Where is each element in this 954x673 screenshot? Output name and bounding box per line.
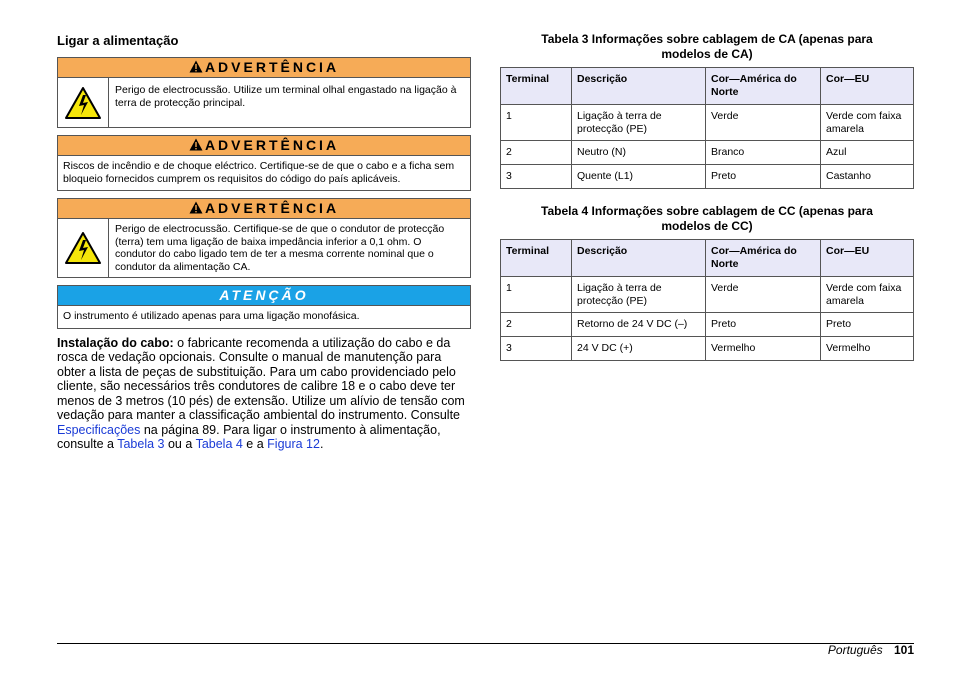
table-cell: Preto [821,313,914,337]
table-row [501,313,914,337]
warning-triangle-icon [189,201,203,214]
electrical-hazard-icon [58,219,109,277]
table-cell: Vermelho [706,337,821,361]
table-cell: Ligação à terra de protecção (PE) [572,277,706,313]
table-cell: Preto [706,165,821,189]
table-header-cell: Cor—EU [821,240,914,277]
warning-title: ADVERTÊNCIA [204,59,340,75]
table-header-cell: Descrição [572,240,706,277]
paragraph-lead: Instalação do cabo: [57,335,174,350]
paragraph-text: ou a [164,437,196,451]
table-header-cell: Terminal [501,68,572,105]
table-3 [500,67,914,189]
table-row [501,277,914,313]
table-cell: Verde [706,105,821,141]
left-column [57,33,471,452]
table-cell: 24 V DC (+) [572,337,706,361]
page-number: 101 [893,643,914,657]
link-table-3[interactable]: Tabela 3 [117,437,165,451]
footer-language: Português [827,643,883,657]
link-figure-12[interactable]: Figura 12 [267,437,320,451]
caution-box [57,285,471,329]
caution-header [58,286,470,306]
link-table-4[interactable]: Tabela 4 [195,437,243,451]
warning-box-3 [57,198,471,278]
paragraph-text: o fabricante recomenda a utilização do cabo e da rosca de vedação opcionais. Consulte o manual de manutenção para obter a lista de peças de substituição. Para um cabo providenciado pelo cliente, são necessários três condutores de calibre 18 e o cabo deve ter menos de 3 metros (10 pés) de extensão. Utilize um alívio de tensão com vedação para manter a classificação ambiental do instrumento. Consulte [57,335,465,422]
table-cell: Azul [821,141,914,165]
table-cell: Verde com faixa amarela [821,105,914,141]
paragraph-text: e a [242,437,268,451]
link-specifications[interactable]: Especificações [57,422,141,437]
table-cell: Branco [706,141,821,165]
footer-divider [57,643,914,644]
table-cell: Quente (L1) [572,165,706,189]
table-header-cell: Cor—América do Norte [706,240,821,277]
warning-header [58,58,470,78]
warning-triangle-icon [189,138,203,151]
table-cell: Preto [706,313,821,337]
table-cell: 3 [501,337,572,361]
table-header-cell: Cor—EU [821,68,914,105]
page-footer [828,643,914,657]
table-4-caption: Tabela 4 Informações sobre cablagem de CC (apenas para modelos de CC) [541,204,873,233]
table-header-row [501,240,914,277]
table-cell: Retorno de 24 V DC (–) [572,313,706,337]
table-row [501,141,914,165]
warning-box-2 [57,135,471,191]
warning-text: Perigo de electrocussão. Certifique-se de que o condutor de protecção (terra) tem uma ligação de baixa impedância inferior a 0,1 ohm. O condutor do cabo ligado tem de ter a mesma corrente nominal que o condutor da alimentação CA. [115,223,445,273]
table-cell: Ligação à terra de protecção (PE) [572,105,706,141]
table-cell: Vermelho [821,337,914,361]
warning-title: ADVERTÊNCIA [204,200,340,216]
warning-triangle-icon [189,60,203,73]
caution-title: ATENÇÃO [219,287,309,303]
warning-title: ADVERTÊNCIA [204,137,340,153]
warning-box-1 [57,57,471,128]
warning-text: Riscos de incêndio e de choque eléctrico. Certifique-se de que o cabo e a ficha sem bloqueio fornecidos cumprem os requisitos do código do país aplicáveis. [63,160,455,185]
warning-header [58,136,470,156]
table-cell: Verde [706,277,821,313]
table-cell: Neutro (N) [572,141,706,165]
table-cell: 2 [501,313,572,337]
table-header-row [501,68,914,105]
table-row [501,165,914,189]
table-3-caption: Tabela 3 Informações sobre cablagem de CA (apenas para modelos de CA) [541,32,873,61]
warning-header [58,199,470,219]
table-cell: 1 [501,277,572,313]
table-header-cell: Descrição [572,68,706,105]
table-cell: 3 [501,165,572,189]
table-cell: 2 [501,141,572,165]
table-cell: Verde com faixa amarela [821,277,914,313]
table-cell: Castanho [821,165,914,189]
section-heading: Ligar a alimentação [57,33,179,48]
cable-installation-paragraph [57,336,471,452]
table-cell: 1 [501,105,572,141]
table-4 [500,239,914,361]
table-row [501,105,914,141]
caution-text: O instrumento é utilizado apenas para uma ligação monofásica. [63,310,360,322]
electrical-hazard-icon [58,78,109,127]
warning-text: Perigo de electrocussão. Utilize um terminal olhal engastado na ligação à terra de protecção principal. [115,84,457,109]
table-header-cell: Cor—América do Norte [706,68,821,105]
paragraph-text: . [319,437,324,451]
table-row [501,337,914,361]
right-column [500,32,914,376]
paragraph-text: na página 89. Para ligar o instrumento à alimentação, consulte a [57,422,441,451]
table-header-cell: Terminal [501,240,572,277]
